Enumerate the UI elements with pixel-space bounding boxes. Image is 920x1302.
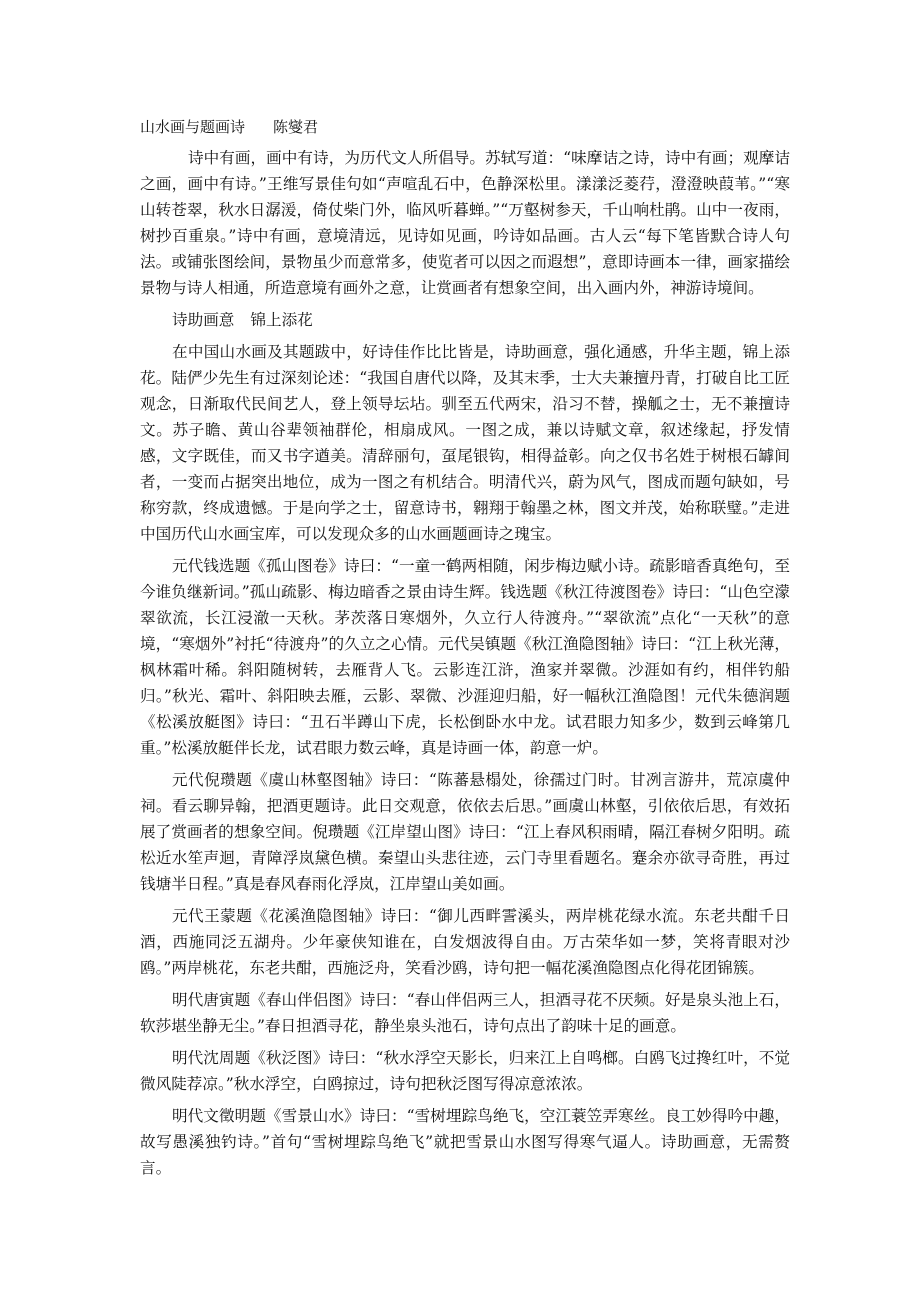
section-title: 诗助画意 <box>172 311 235 329</box>
paragraph-yuan-qianxuan: 元代钱选题《孤山图卷》诗曰：“一童一鹤两相随，闲步梅边赋小诗。疏影暗香真绝句，至今谁负继新词。”孤山疏影、梅边暗香之景由诗生辉。钱选题《秋江待渡图卷》诗曰：“山色空濛翠欲流，长江浸澈一天秋。茅茨落日寒烟外，久立行人待渡舟。”“翠欲流”点化“一天秋”的意境，“寒烟外”衬托“待渡舟”的久立之心情。元代吴镇题《秋江渔隐图轴》诗曰：“江上秋光薄，枫林霜叶稀。斜阳随树转，去雁背人飞。云影连江浒，渔家并翠微。沙涯如有约，相伴钓船归。”秋光、霜叶、斜阳映去雁，云影、翠微、沙涯迎归船，好一幅秋江渔隐图！元代朱德润题《松溪放艇图》诗曰：“丑石半蹲山下虎，长松倒卧水中龙。试君眼力知多少，数到云峰第几重。”松溪放艇伴长龙，试君眼力数云峰，真是诗画一体，韵意一炉。 <box>140 557 790 757</box>
section-subtitle: 锦上添花 <box>250 311 313 329</box>
paragraph-intro: 诗中有画，画中有诗，为历代文人所倡导。苏轼写道：“味摩诘之诗，诗中有画；观摩诘之画，画中有诗。”王维写景佳句如“声喧乱石中，色静深松里。漾漾泛菱荇，澄澄映葭苇。”“寒山转苍翠，秋水日潺湲，倚仗柴门外，临风听暮蝉。”“万壑树参天，千山响杜鹃。山中一夜雨，树抄百重泉。”诗中有画，意境清远，见诗如见画，吟诗如品画。古人云“每下笔皆默合诗人句法。或铺张图绘间，景物虽少而意常多，使览者可以因之而遐想”，意即诗画本一律，画家描绘景物与诗人相通，所造意境有画外之意，让赏画者有想象空间，出入画内外，神游诗境间。 <box>140 149 790 297</box>
paragraph-ming-shenzhou: 明代沈周题《秋泛图》诗曰：“秋水浮空天影长，归来江上自鸣榔。白鸥飞过搀红叶，不觉微风陡荐凉。”秋水浮空，白鸥掠过，诗句把秋泛图写得凉意浓浓。 <box>140 1049 790 1093</box>
article-title: 山水画与题画诗 <box>140 118 246 136</box>
paragraph-yuan-nizan: 元代倪瓒题《虞山林壑图轴》诗曰：“陈蕃悬榻处，徐孺过门时。甘冽言游井，荒凉虞仲祠。看云聊异翰，把酒更题诗。此日交观意，依依去后思。”画虞山林壑，引依依后思，有效拓展了赏画者的想象空间。倪瓒题《江岸望山图》诗曰：“江上春风积雨晴，隔江春树夕阳明。疏松近水笙声迴，青障浮岚黛色横。秦望山头悲往迹，云门寺里看题名。蹇余亦欲寻奇胜，再过钱塘半日程。”真是春风春雨化浮岚，江岸望山美如画。 <box>140 771 790 893</box>
paragraph-lu-yanshao: 在中国山水画及其题跋中，好诗佳作比比皆是，诗助画意，强化通感，升华主题，锦上添花。陆俨少先生有过深刻论述：“我国自唐代以降，及其末季，士大夫兼擅丹青，打破自比工匠观念，日渐取代民间艺人，登上领导坛坫。驯至五代两宋，沿习不替，操觚之士，无不兼擅诗文。苏子瞻、黄山谷辈领袖群伦，相扇成风。一图之成，兼以诗赋文章，叙述缘起，抒发情感，文字既佳，而又书字遒美。清辞丽句，虿尾银钩，相得益彰。向之仅书名姓于树根石罅间者，一变而占据突出地位，成为一图之有机结合。明清代兴，蔚为风气，图成而题句缺如，号称穷款，终成遗憾。于是向学之士，留意诗书，翱翔于翰墨之林，图文并茂，始称联璧。”走进中国历代山水画宝库，可以发现众多的山水画题画诗之瑰宝。 <box>140 343 790 543</box>
paragraph-ming-wenzhengming: 明代文徵明题《雪景山水》诗曰：“雪树埋踪鸟绝飞，空江蓑笠弄寒丝。良工妙得吟中趣，故写愚溪独钓诗。”首句“雪树埋踪鸟绝飞”就把雪景山水图写得寒气逼人。诗助画意，无需赘言。 <box>140 1107 790 1177</box>
article-author: 陈燮君 <box>273 118 319 136</box>
paragraph-yuan-wangmeng: 元代王蒙题《花溪渔隐图轴》诗曰：“御儿西畔霅溪头，两岸桃花绿水流。东老共酣千日酒，西施同泛五湖舟。少年豪侠知谁在，白发烟波得自由。万古荣华如一梦，笑将青眼对沙鸥。”两岸桃花，东老共酣，西施泛舟，笑看沙鸥，诗句把一幅花溪渔隐图点化得花团锦簇。 <box>140 907 790 977</box>
paragraph-ming-tangyin: 明代唐寅题《春山伴侣图》诗曰：“春山伴侣两三人，担酒寻花不厌频。好是泉头池上石，软莎堪坐静无尘。”春日担酒寻花，静坐泉头池石，诗句点出了韵味十足的画意。 <box>140 991 790 1035</box>
section-heading <box>140 307 790 333</box>
article-header <box>140 115 790 139</box>
